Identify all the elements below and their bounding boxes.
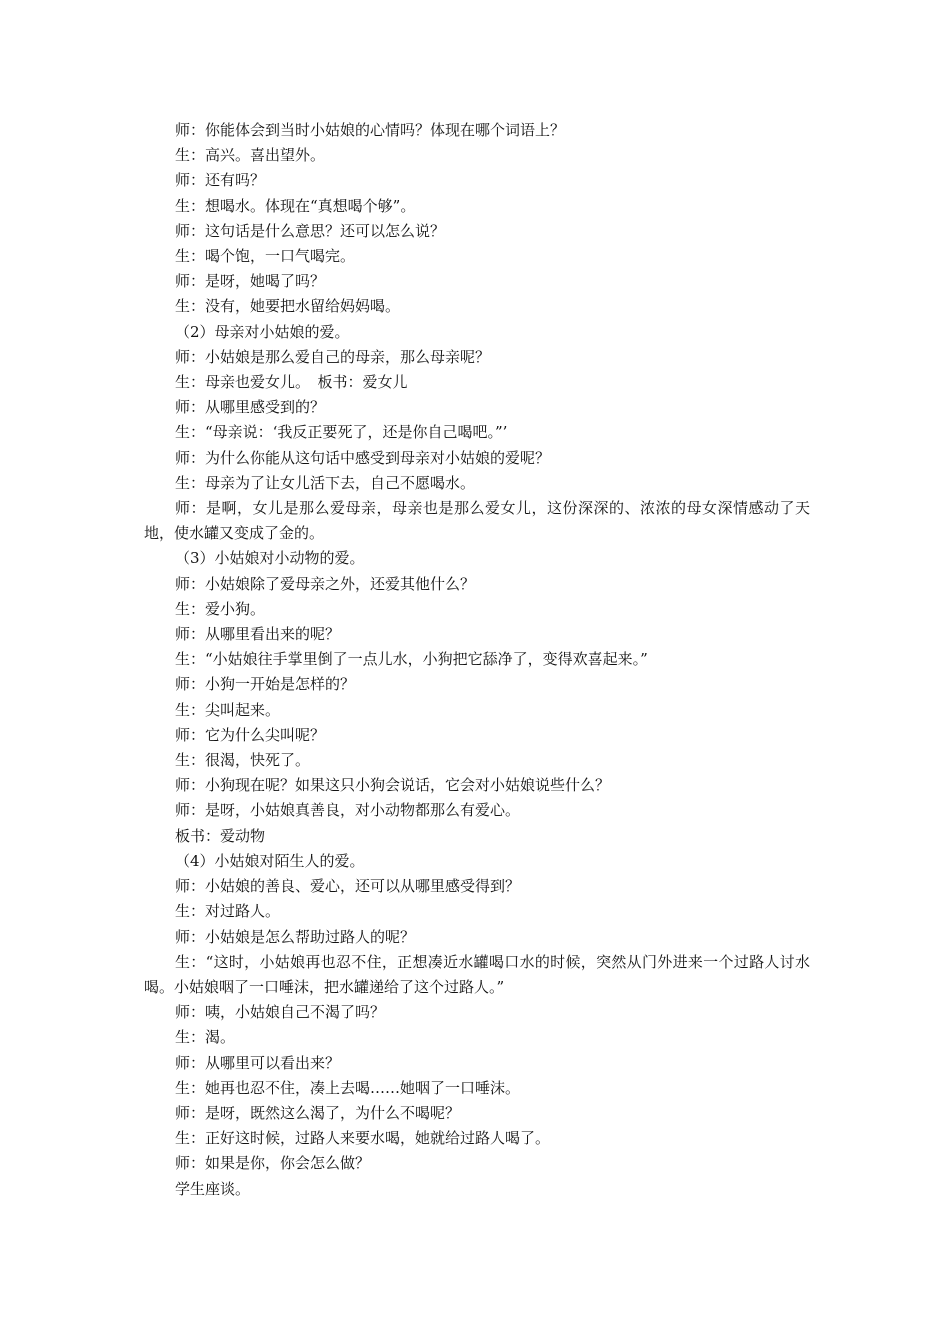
paragraph: 师：从哪里感受到的？ xyxy=(175,398,326,417)
paragraph: 师：是呀，小姑娘真善良，对小动物都那么有爱心。 xyxy=(175,801,521,820)
paragraph: 学生座谈。 xyxy=(175,1179,251,1198)
paragraph: 生：“这时，小姑娘再也忍不住，正想凑近水罐喝口水的时候，突然从门外进来一个过路人讨水喝。小姑娘咽了一口唾沫，把水罐递给了这个过路人。” xyxy=(144,952,810,996)
paragraph: 生：渴。 xyxy=(175,1028,236,1047)
paragraph: 生：她再也忍不住，凑上去喝……她咽了一口唾沫。 xyxy=(175,1078,521,1097)
paragraph: 生：很渴，快死了。 xyxy=(175,751,311,770)
paragraph: 师：是呀，既然这么渴了，为什么不喝呢？ xyxy=(175,1103,461,1122)
paragraph: 生：母亲也爱女儿。 板书：爱女儿 xyxy=(175,373,408,392)
paragraph: 师：小姑娘的善良、爱心，还可以从哪里感受得到？ xyxy=(175,877,521,896)
paragraph: 师：小狗一开始是怎样的？ xyxy=(175,675,356,694)
paragraph: 师：是啊，女儿是那么爱母亲，母亲也是那么爱女儿，这份深深的、浓浓的母女深情感动了天地，使水罐又变成了金的。 xyxy=(144,499,810,543)
section-heading: （3）小姑娘对小动物的爱。 xyxy=(175,549,365,568)
paragraph: 生：对过路人。 xyxy=(175,902,281,921)
paragraph: 师：小姑娘是怎么帮助过路人的呢？ xyxy=(175,927,416,946)
paragraph: 生：“母亲说：‘我反正要死了，还是你自己喝吧。”’ xyxy=(175,423,508,442)
paragraph: 板书：爱动物 xyxy=(175,826,266,845)
section-heading: （4）小姑娘对陌生人的爱。 xyxy=(175,851,365,870)
paragraph: 师：是呀，她喝了吗？ xyxy=(175,272,326,291)
paragraph: 生：喝个饱，一口气喝完。 xyxy=(175,247,356,266)
document-body xyxy=(144,118,810,1202)
paragraph: 师：小姑娘除了爱母亲之外，还爱其他什么？ xyxy=(175,574,476,593)
paragraph: 师：从哪里看出来的呢？ xyxy=(175,625,341,644)
paragraph: 师：小姑娘是那么爱自己的母亲，那么母亲呢？ xyxy=(175,347,491,366)
paragraph: 生：高兴。喜出望外。 xyxy=(175,146,326,165)
section-heading: （2）母亲对小姑娘的爱。 xyxy=(175,322,350,341)
paragraph: 生：爱小狗。 xyxy=(175,599,266,618)
paragraph: 师：这句话是什么意思？还可以怎么说？ xyxy=(175,221,446,240)
paragraph: 师：从哪里可以看出来？ xyxy=(175,1053,341,1072)
paragraph: 生：没有，她要把水留给妈妈喝。 xyxy=(175,297,401,316)
paragraph: 生：正好这时候，过路人来要水喝，她就给过路人喝了。 xyxy=(175,1129,551,1148)
paragraph: 生：尖叫起来。 xyxy=(175,700,281,719)
paragraph: 师：你能体会到当时小姑娘的心情吗？体现在哪个词语上？ xyxy=(175,121,566,139)
paragraph: 师：小狗现在呢？如果这只小狗会说话，它会对小姑娘说些什么？ xyxy=(175,776,611,795)
paragraph: 生：想喝水。体现在“真想喝个够”。 xyxy=(175,196,416,215)
paragraph: 生：“小姑娘往手掌里倒了一点儿水，小狗把它舔净了，变得欢喜起来。” xyxy=(175,650,648,669)
paragraph: 生：母亲为了让女儿活下去，自己不愿喝水。 xyxy=(175,473,476,492)
paragraph: 师：还有吗？ xyxy=(175,171,266,190)
paragraph: 师：它为什么尖叫呢？ xyxy=(175,725,326,744)
paragraph: 师：为什么你能从这句话中感受到母亲对小姑娘的爱呢？ xyxy=(175,448,551,467)
paragraph: 师：如果是你，你会怎么做？ xyxy=(175,1154,371,1173)
paragraph: 师：咦，小姑娘自己不渴了吗？ xyxy=(175,1003,386,1022)
